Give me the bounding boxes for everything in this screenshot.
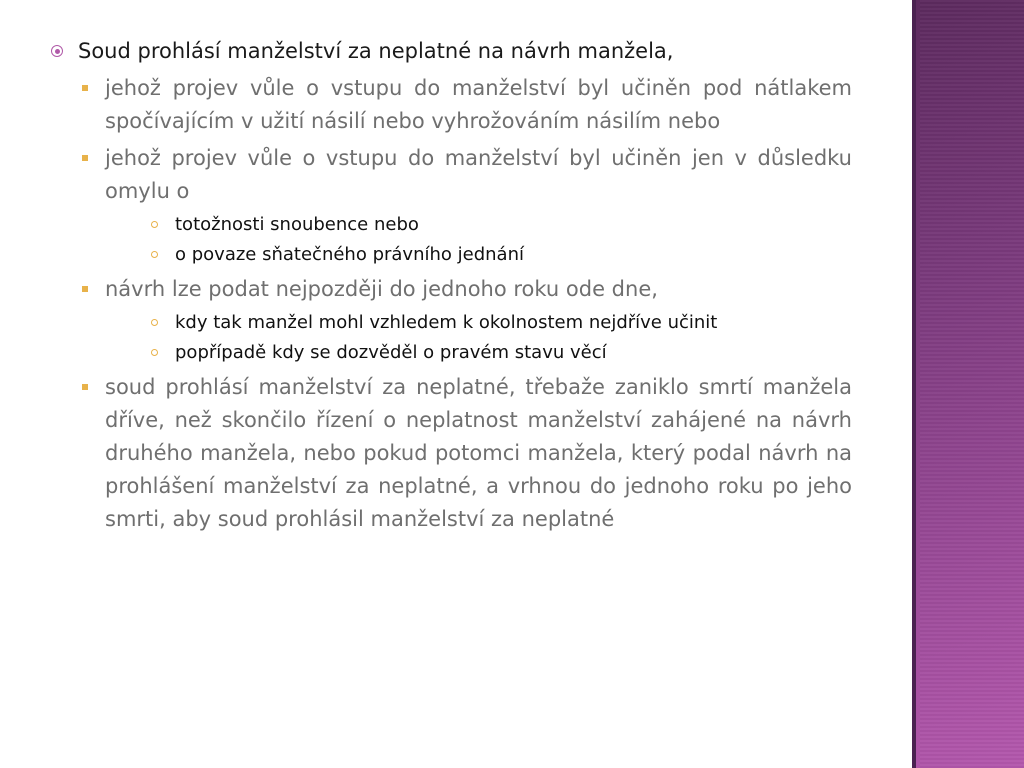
level2-item — [50, 72, 852, 138]
side-bar-edge — [912, 0, 916, 768]
level2-item — [50, 142, 852, 208]
level3-text: popřípadě kdy se dozvěděl o pravém stavu věcí — [175, 342, 607, 363]
square-bullet-icon — [82, 85, 88, 91]
level1-item — [50, 35, 852, 68]
decorative-side-bar — [912, 0, 1024, 768]
ring-bullet-icon — [151, 349, 158, 356]
side-bar-texture — [920, 0, 1024, 768]
level3-text: o povaze sňatečného právního jednání — [175, 244, 524, 265]
level2-text: jehož projev vůle o vstupu do manželství byl učiněn jen v důsledku omylu o — [105, 146, 852, 203]
square-bullet-icon — [82, 384, 88, 390]
level2-text: návrh lze podat nejpozději do jednoho roku ode dne, — [105, 277, 658, 301]
level3-text: totožnosti snoubence nebo — [175, 214, 419, 235]
level3-text: kdy tak manžel mohl vzhledem k okolnostem nejdříve učinit — [175, 312, 718, 333]
level3-item — [50, 240, 852, 269]
circle-bullet-icon — [51, 45, 63, 57]
square-bullet-icon — [82, 155, 88, 161]
ring-bullet-icon — [151, 319, 158, 326]
level3-item — [50, 308, 852, 337]
ring-bullet-icon — [151, 251, 158, 258]
level2-item — [50, 273, 852, 306]
level2-text: jehož projev vůle o vstupu do manželství byl učiněn pod nátlakem spočívajícím v užití násilí nebo vyhrožováním násilím nebo — [105, 76, 852, 133]
slide-content — [50, 35, 852, 538]
level1-text: Soud prohlásí manželství za neplatné na návrh manžela, — [78, 39, 674, 63]
level2-text: soud prohlásí manželství za neplatné, třebaže zaniklo smrtí manžela dříve, než skončilo řízení o neplatnost manželství zahájené na návrh druhého manžela, nebo pokud potomci manžela, který podal návrh na prohlášení manželství za neplatné, a vrhnou do jednoho roku po jeho smrti, aby soud prohlásil manželství za neplatné — [105, 375, 852, 531]
level3-item — [50, 338, 852, 367]
level2-item — [50, 371, 852, 536]
level3-item — [50, 210, 852, 239]
ring-bullet-icon — [151, 221, 158, 228]
square-bullet-icon — [82, 286, 88, 292]
